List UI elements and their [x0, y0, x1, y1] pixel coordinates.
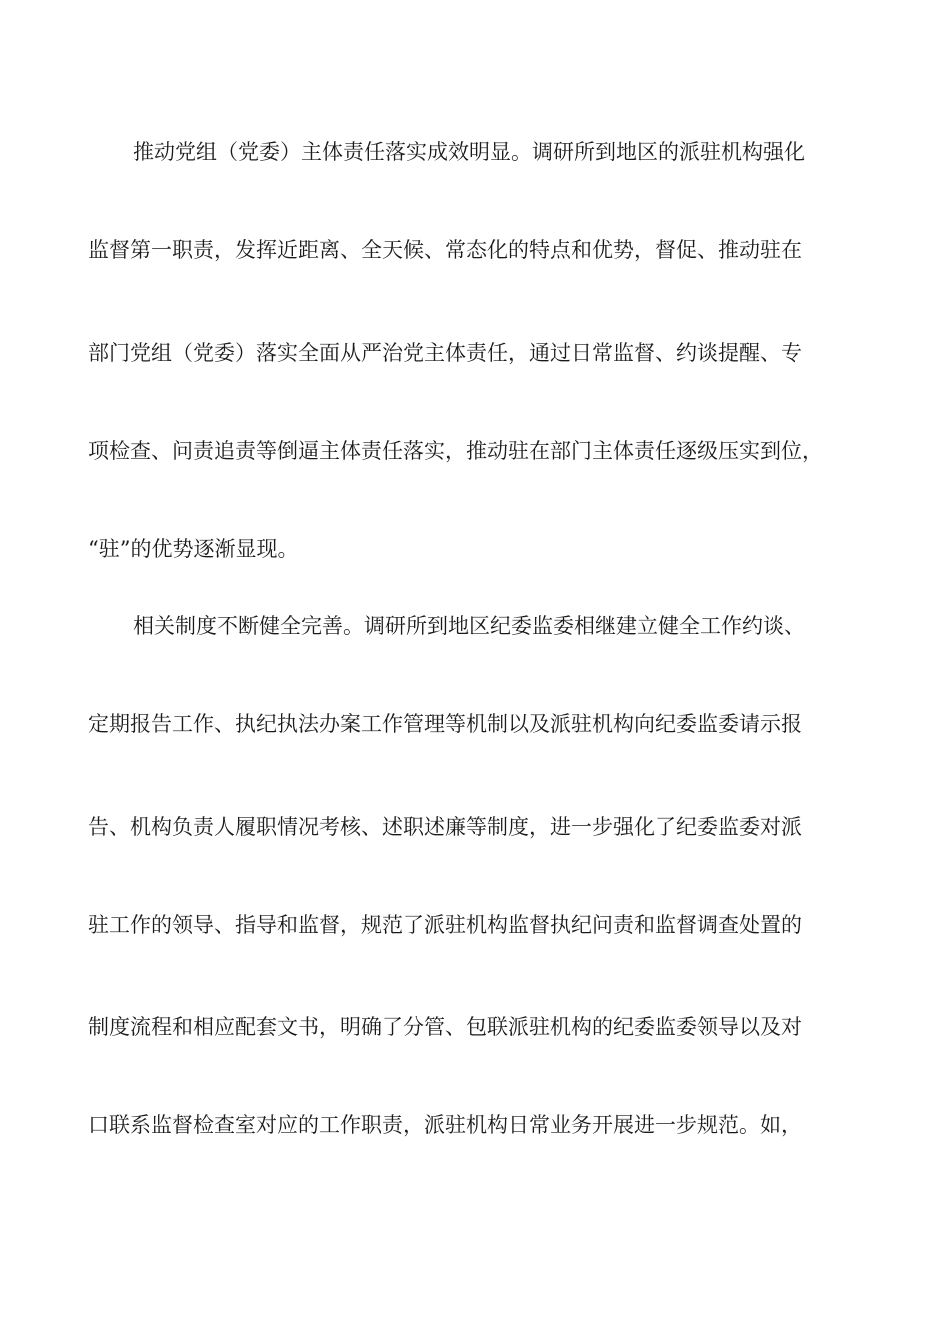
- paragraph-2-line-1: 相关制度不断健全完善。调研所到地区纪委监委相继建立健全工作约谈、: [133, 614, 805, 638]
- paragraph-2-line-6: 口联系监督检查室对应的工作职责，派驻机构日常业务开展进一步规范。如，: [88, 1113, 802, 1137]
- paragraph-1-line-4: 项检查、问责追责等倒逼主体责任落实，推动驻在部门主体责任逐级压实到位，: [88, 439, 823, 463]
- paragraph-2-line-5: 制度流程和相应配套文书，明确了分管、包联派驻机构的纪委监委领导以及对: [88, 1015, 802, 1039]
- paragraph-2-line-4: 驻工作的领导、指导和监督，规范了派驻机构监督执纪问责和监督调查处置的: [88, 913, 802, 937]
- paragraph-2-line-2: 定期报告工作、执纪执法办案工作管理等机制以及派驻机构向纪委监委请示报: [88, 712, 802, 736]
- paragraph-1-line-2: 监督第一职责，发挥近距离、全天候、常态化的特点和优势，督促、推动驻在: [88, 238, 802, 262]
- paragraph-1-line-5: “驻”的优势逐渐显现。: [88, 537, 299, 561]
- paragraph-1-line-3: 部门党组（党委）落实全面从严治党主体责任，通过日常监督、约谈提醒、专: [88, 341, 802, 365]
- paragraph-2-line-3: 告、机构负责人履职情况考核、述职述廉等制度，进一步强化了纪委监委对派: [88, 815, 802, 839]
- paragraph-1-line-1: 推动党组（党委）主体责任落实成效明显。调研所到地区的派驻机构强化: [133, 140, 805, 164]
